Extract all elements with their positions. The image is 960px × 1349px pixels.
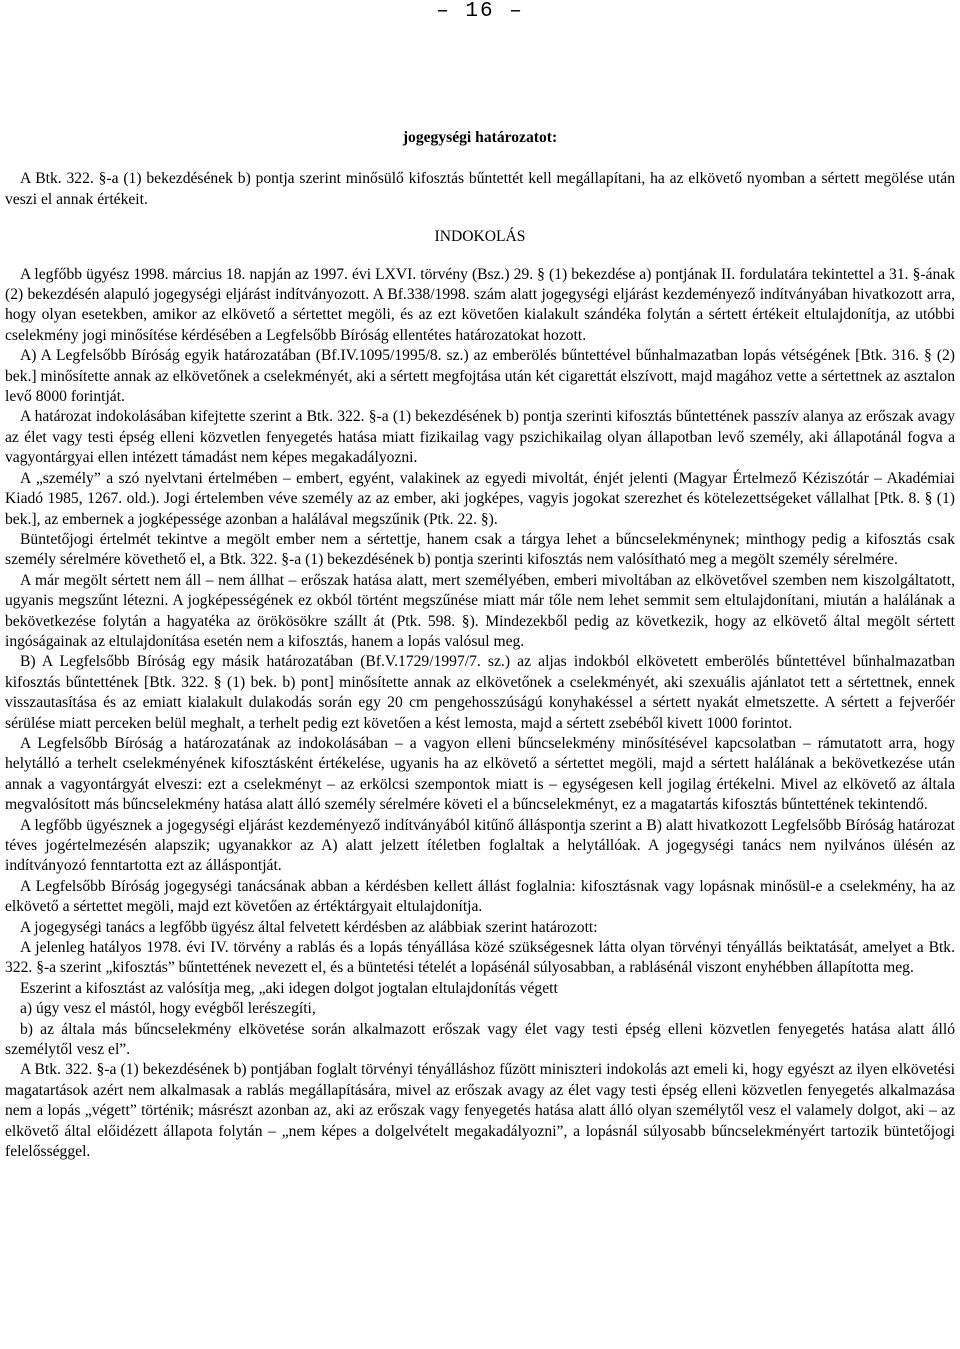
decision-heading: jogegységi határozatot: [402,129,558,146]
paragraph: B) A Legfelsőbb Bíróság egy másik határozatában (Bf.V.1729/1997/7. sz.) az aljas indokból elkövetett emberölés bűntettével bűnhalmazatban kifosztás bűntettének [Btk. 322. § (1) bek. b) pont] minősítette annak az elkövetőnek a cselekményét, aki szexuális ajánlatot tett a sértettnek, ennek visszautasítása és az emiatt kialakult dulakodás során egy 20 cm pengehosszúságú konyhakéssel a sértett nyakát elmetszette. A sértett a fejverőér sérülése miatt perceken belül meghalt, a terhelt pedig ezt követően a kést lemosta, majd a sértett zsebéből kivett 1000 forintot. [5,653,955,732]
paragraph: A már megölt sértett nem áll – nem állhat – erőszak hatása alatt, mert személyében, emberi mivoltában az elkövetővel szemben nem kiszolgáltatott, ugyanis megszűnt létezni. A jogképességének ez okból történt megszűnése miatt már tőle nem lehet semmit sem eltulajdonítani, miután a halálának a bekövetkezése folytán a hagyatéka az örökösökre szállt át (Ptk. 598. §). Mindezekből pedig az következik, hogy az elkövető által megölt sértett ingóságainak az eltulajdonítása esetén nem a kifosztás, hanem a lopás valósul meg. [5,571,955,650]
paragraph: A Legfelsőbb Bíróság jogegységi tanácsának abban a kérdésben kellett állást foglalnia: kifosztásnak vagy lopásnak minősül-e a cselekmény, ha az elkövető a sértettet megöli, majd ezt követően az értéktárgyait eltulajdonítja. [5,877,955,916]
paragraph: A Legfelsőbb Bíróság a határozatának az indokolásában – a vagyon elleni bűncselekmény minősítésével kapcsolatban – rámutatott arra, hogy helytálló a terhelt cselekményének kifosztásként értékelése, ugyanis ha az elkövető a sértettet megöli, majd a sértett halálának a bekövetkezése után annak a vagyontárgyát elveszi: ezt a cselekményt – az erkölcsi szempontok miatt is – egységesen kell jogilag értékelni. Mivel az elkövető az általa megvalósított más bűncselekmény hatása alatt álló személy sérelmére követi el a bűncselekményt, ez a magatartás kifosztás bűntettének tekintendő. [5,734,955,814]
paragraph: A legfőbb ügyésznek a jogegységi eljárást kezdeményező indítványából kitűnő álláspontja szerint a B) alatt hivatkozott Legfelsőbb Bíróság határozat téves jogértelmezésén alapszik; ugyanakkor az A) alatt jelzett ítéletben foglaltak a helytállóak. A jogegységi tanács nem nyilvános ülésén az indítványozó fenntartotta ezt az álláspontját. [5,816,955,875]
page-number: – 16 – [436,0,524,23]
paragraph: A Btk. 322. §-a (1) bekezdésének b) pontjában foglalt törvényi tényálláshoz fűzött miniszteri indokolás azt emeli ki, hogy egyészt az ilyen elkövetési magatartások azért nem alkalmasak a rablás megállapítására, mivel az erőszak avagy az élet vagy testi épség elleni közvetlen fenyegetés alkalmazása nem a lopás „végett” történik; másrészt azonban az, aki az erőszak vagy fenyegetés hatása alatt álló olyan személytől vesz el valamely dolgot, aki – az elkövető által előidézett állapota folytán – „nem képes a dolgelvételt megakadályozni”, a lopásnál súlyosabb bűncselekményért tartozik büntetőjogi felelősséggel. [5,1061,955,1161]
paragraph: A) A Legfelsőbb Bíróság egyik határozatában (Bf.IV.1095/1995/8. sz.) az emberölés bűntettével bűnhalmazatban lopás vétségének [Btk. 316. § (2) bek.] minősítette annak az elkövetőnek a cselekményét, aki a sértett megfojtása után két cigarettát elszívott, majd magához vette a sértettnek az asztalon levő 8000 forintját. [5,347,955,406]
paragraph: Büntetőjogi értelmét tekintve a megölt ember nem a sértettje, hanem csak a tárgya lehet a bűncselekménynek; minthogy pedig a kifosztás csak személy sérelmére követhető el, a Btk. 322. §-a (1) bekezdésének b) pontja szerinti kifosztás nem valósítható meg a megölt személy sérelmére. [5,530,955,569]
reasons-heading: INDOKOLÁS [434,228,526,246]
paragraph: Eszerint a kifosztást az valósítja meg, „aki idegen dolgot jogtalan eltulajdonítás végett [20,979,558,997]
paragraph: A „személy” a szó nyelvtani értelmében – embert, egyént, valakinek az egyedi mivoltát, énjét jelenti (Magyar Értelmező Kéziszótár – Akadémiai Kiadó 1985, 1267. old.). Jogi értelemben véve személy az az ember, aki jogképes, vagyis jogokat szerezhet és kötelezettségeket vállalhat [Ptk. 8. § (1) bek.], az embernek a jogképessége azonban a halálával megszűnik (Ptk. 22. §). [5,469,955,528]
paragraph: A legfőbb ügyész 1998. március 18. napján az 1997. évi LXVI. törvény (Bsz.) 29. § (1) bekezdése a) pontjának II. fordulatára tekintettel a 31. §-ának (2) bekezdésén alapuló jogegységi eljárást indítványozott. A Bf.338/1998. szám alatt jogegységi eljárást kezdeményező indítványában hivatkozott arra, hogy olyan esetekben, amikor az elkövető a sértettet megöli, és az ezt követően kialakult szándéka folytán a sértett értékeit eltulajdonítja, az utóbbi cselekmény jogi minősítése kérdésében a Legfelsőbb Bíróság ellentétes határozatokat hozott. [5,265,955,344]
list-item: a) úgy vesz el mástól, hogy evégből lerészegíti, [20,1000,316,1018]
list-item: b) az általa más bűncselekmény elkövetése során alkalmazott erőszak vagy élet vagy testi épség elleni közvetlen fenyegetés hatása alatt álló személytől vesz el”. [5,1020,955,1059]
paragraph: A jogegységi tanács a legfőbb ügyész által felvetett kérdésben az alábbiak szerint határozott: [20,918,598,936]
document-body [5,128,955,1163]
paragraph: A határozat indokolásában kifejtette szerint a Btk. 322. §-a (1) bekezdésének b) pontja szerinti kifosztás bűntettének passzív alanya az erőszak avagy az élet vagy testi épség elleni közvetlen fenyegetés hatása miatt fizikailag vagy pszichikailag olyan állapotban levő személy, aki állapotánál fogva a vagyontárgyai ellen intézett támadást nem képes megakadályozni. [5,408,955,467]
paragraph: A jelenleg hatályos 1978. évi IV. törvény a rablás és a lopás tényállása közé szükségesnek látta olyan törvényi tényállás beiktatását, amelyet a Btk. 322. §-a szerint „kifosztás” bűntettének nevezett el, és a büntetési tételét a lopásénál súlyosabban, a rablásénál viszont enyhébben állapította meg. [5,939,955,977]
decision-text: A Btk. 322. §-a (1) bekezdésének b) pontja szerint minősülő kifosztás bűntettét kell megállapítani, ha az elkövető nyomban a sértett megölése után veszi el annak értékeit. [5,170,955,208]
